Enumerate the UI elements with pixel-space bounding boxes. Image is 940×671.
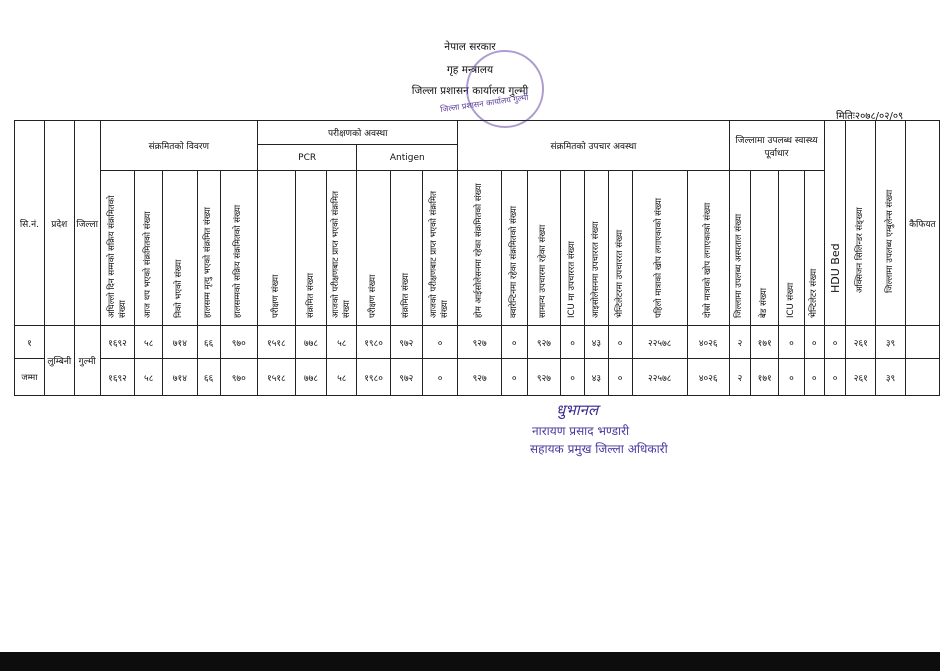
header-line-2: गृह मन्त्रालय	[446, 64, 494, 76]
table-cell: ७१४	[163, 326, 198, 359]
col-beds: बेड संख्या	[751, 171, 779, 326]
table-cell: ०	[804, 359, 824, 396]
col-antigen-today: आजको परीक्षणबाट प्राप्त भएको संक्रमित संख्या	[422, 171, 458, 326]
total-remarks	[905, 359, 939, 396]
table-cell: १७१	[751, 359, 779, 396]
table-cell: ९२७	[527, 326, 561, 359]
col-new-infected: आज थप भएको संक्रमितको संख्या	[135, 171, 163, 326]
infection-group-header: संक्रमितको विवरण	[100, 121, 257, 171]
col-deaths: हालसम्म मृत्यु भएको संक्रमित संख्या	[197, 171, 220, 326]
col-icu-treatment: ICU मा उपचाररत संख्या	[561, 171, 585, 326]
col-quarantine: क्वारेन्टिनमा रहेका संक्रमितको संख्या	[501, 171, 527, 326]
table-cell: ०	[804, 326, 824, 359]
col-antigen-tests: परीक्षण संख्या	[357, 171, 391, 326]
office-seal	[466, 50, 544, 128]
table-cell: ०	[779, 359, 805, 396]
header-line-1: नेपाल सरकार	[444, 41, 496, 53]
table-cell: २६१	[846, 326, 876, 359]
total-label: जम्मा	[15, 359, 45, 396]
col-recovered: निको भएको संख्या	[163, 171, 198, 326]
table-cell: ६६	[197, 326, 220, 359]
col-hdu-bed: HDU Bed	[824, 121, 846, 326]
col-ventilator-count: भेन्टिलेटर संख्या	[804, 171, 824, 326]
treatment-group-header: संक्रमितको उपचार अवस्था	[458, 121, 729, 171]
signatory-title: सहायक प्रमुख जिल्ला अधिकारी	[530, 442, 668, 456]
table-cell: ९२७	[527, 359, 561, 396]
table-cell: ४३	[585, 326, 609, 359]
row-sn: १	[15, 326, 45, 359]
table-cell: ३९	[876, 359, 906, 396]
col-general-treatment: सामान्य उपचारमा रहेका संख्या	[527, 171, 561, 326]
col-prev-active: अघिल्लो दिन सम्मको सक्रिय संक्रमितको संख्या	[100, 171, 135, 326]
table-cell: ०	[779, 326, 805, 359]
table-cell: ७७८	[295, 359, 327, 396]
table-cell: ५८	[135, 326, 163, 359]
col-active: हालसम्मको सक्रिय संक्रमितको संख्या	[220, 171, 258, 326]
col-remarks-header: कैफियत	[905, 121, 939, 326]
col-antigen-positive: संक्रमित संख्या	[390, 171, 422, 326]
table-cell: ९२७	[458, 326, 501, 359]
table-cell: ०	[501, 326, 527, 359]
scan-edge	[0, 652, 940, 671]
row-province: लुम्बिनी	[44, 326, 74, 396]
table-row	[15, 326, 940, 359]
col-home-isolation: होम आईसोलेसनमा रहेका संक्रमितको संख्या	[458, 171, 501, 326]
pcr-header: PCR	[258, 145, 357, 171]
col-hospitals: जिल्लामा उपलब्ध अस्पताल संख्या	[729, 171, 751, 326]
table-cell: ३९	[876, 326, 906, 359]
col-pcr-tests: परीक्षण संख्या	[258, 171, 296, 326]
row-remarks	[905, 326, 939, 359]
table-cell: ०	[824, 359, 846, 396]
table-cell: ०	[422, 359, 458, 396]
col-isolation-treatment: आइसोलेसनमा उपचाररत संख्या	[585, 171, 609, 326]
table-cell: ४३	[585, 359, 609, 396]
col-pcr-today: आजको परीक्षणबाट प्राप्त भएको संक्रमित संख्या	[327, 171, 357, 326]
table-cell: २	[729, 326, 751, 359]
table-cell: २२५७८	[632, 359, 687, 396]
table-cell: ७७८	[295, 326, 327, 359]
col-sn-header: सि.नं.	[15, 121, 45, 326]
table-cell: ०	[824, 326, 846, 359]
table-cell: १७१	[751, 326, 779, 359]
health-infra-group-header: जिल्लामा उपलब्ध स्वास्थ्य पूर्वाधार	[729, 121, 824, 171]
table-cell: १६९२	[100, 326, 135, 359]
table-cell: ५८	[135, 359, 163, 396]
table-cell: १५१८	[258, 326, 296, 359]
table-cell: १९८०	[357, 359, 391, 396]
table-cell: ९७०	[220, 326, 258, 359]
col-ambulance: जिल्लामा उपलब्ध एम्बुलेन्स संख्या	[876, 121, 906, 326]
table-cell: ०	[561, 359, 585, 396]
table-cell: ४०२६	[687, 326, 729, 359]
table-cell: २	[729, 359, 751, 396]
table-cell: ९७०	[220, 359, 258, 396]
col-province-header: प्रदेश	[44, 121, 74, 326]
table-cell: १६९२	[100, 359, 135, 396]
table-cell: ६६	[197, 359, 220, 396]
table-cell: ४०२६	[687, 359, 729, 396]
table-cell: ०	[608, 326, 632, 359]
col-ventilator-treatment: भेन्टिलेटरमा उपचाररत संख्या	[608, 171, 632, 326]
signatory-name: नारायण प्रसाद भण्डारी	[532, 424, 630, 438]
table-cell: ०	[608, 359, 632, 396]
col-oxygen: अक्सिजन सिलिन्डर संङ्ख्या	[846, 121, 876, 326]
table-cell: २६१	[846, 359, 876, 396]
header-line-3: जिल्ला प्रशासन कार्यालय गुल्मी	[411, 85, 529, 97]
col-pcr-positive: संक्रमित संख्या	[295, 171, 327, 326]
table-cell: ९७२	[390, 326, 422, 359]
signature-scribble: धुभानल	[556, 401, 599, 419]
col-first-dose: पहिलो मात्राको खोप लगाएकाको संख्या	[632, 171, 687, 326]
total-row	[15, 359, 940, 396]
table-cell: १५१८	[258, 359, 296, 396]
table-cell: १९८०	[357, 326, 391, 359]
table-cell: ७१४	[163, 359, 198, 396]
table-cell: ०	[422, 326, 458, 359]
antigen-header: Antigen	[357, 145, 458, 171]
table-cell: ०	[561, 326, 585, 359]
table-cell: ०	[501, 359, 527, 396]
col-icu-count: ICU संख्या	[779, 171, 805, 326]
col-district-header: जिल्ला	[74, 121, 100, 326]
seal-text: जिल्ला प्रशासन कार्यालय गुल्मी	[439, 92, 529, 115]
table-cell: ९२७	[458, 359, 501, 396]
table-cell: ९७२	[390, 359, 422, 396]
testing-group-header: परीक्षणको अवस्था	[258, 121, 458, 145]
table-cell: २२५७८	[632, 326, 687, 359]
table-cell: ५८	[327, 326, 357, 359]
covid-status-table	[14, 120, 940, 396]
row-district: गुल्मी	[74, 326, 100, 396]
table-cell: ५८	[327, 359, 357, 396]
report-date: मितिः२०७८/०२/०९	[836, 111, 904, 122]
col-second-dose: दोस्रो मात्राको खोप लगाएकाको संख्या	[687, 171, 729, 326]
